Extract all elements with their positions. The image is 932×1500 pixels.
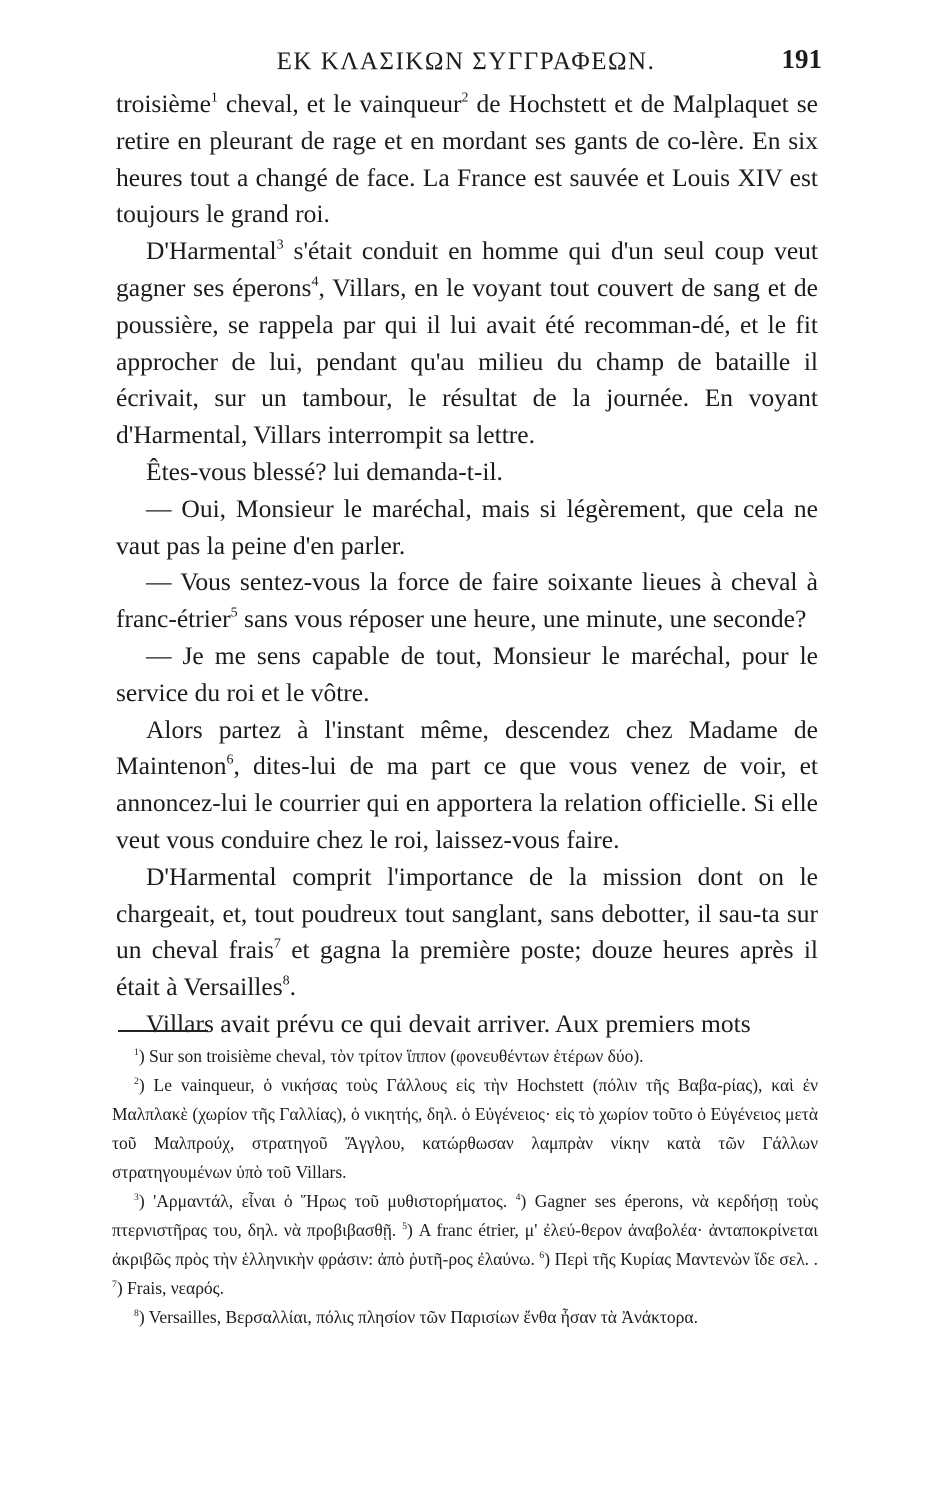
- text-run: D'Harmental comprit l'importance de la mission dont on le chargeait, et, tout poudreux tout sanglant, sans debotter, il sau-ta sur un cheval frais: [116, 861, 818, 965]
- paragraph: [116, 86, 818, 233]
- footnote-text: ) Versailles, Βερσαλλίαι, πόλις πλησίον τῶν Παρισίων ἔνθα ἦσαν τὰ Ἀνάκτορα.: [138, 1307, 698, 1327]
- text-run: , Villars, en le voyant tout couvert de sang et de poussière, se rappela par qui il lui avait été recomman-dé, et le fit approcher de lui, pendant qu'au milieu du champ de bataille il écrivait, sur un tambour, le résultat de la journée. En voyant d'Harmental, Villars interrompit sa lettre.: [116, 272, 818, 450]
- text-run: de Hochstett et de Malplaquet se retire en pleurant de rage et en mordant ses gants de co-lère. En six heures tout a changé de face. La France est sauvée et Louis XIV est toujours le grand roi.: [116, 89, 818, 229]
- body-text: [116, 86, 818, 1043]
- footnote-marker: 1: [210, 90, 218, 106]
- footnote-number: 2: [134, 1075, 139, 1087]
- footnote-number: 6: [539, 1249, 545, 1261]
- text-run: — Je me sens capable de tout, Monsieur le maréchal, pour le service du roi et le vôtre.: [116, 640, 818, 707]
- text-run: Villars avait prévu ce qui devait arriver. Aux premiers mots: [146, 1008, 751, 1038]
- footnote-text: ) Gagner ses éperons, νὰ κερδήσῃ τοὺς πτερνιστῆρας του, δηλ. νὰ προβιβασθῇ.: [112, 1191, 818, 1240]
- footnote-text: ) A franc étrier, μ' ἐλεύ-θερον ἀναβολέα· ἀνταποκρίνεται ἀκριβῶς πρὸς τὴν ἑλληνικὴν φράσιν: ἀπὸ ῥυτῆ-ρος ἐλαύνω.: [112, 1220, 818, 1269]
- footnote-number: 3: [134, 1191, 139, 1203]
- footnotes: [112, 1042, 818, 1332]
- footnote-separator: [118, 1030, 208, 1032]
- paragraph: [116, 859, 818, 1006]
- paragraph: [116, 712, 818, 859]
- footnote-text: ) Le vainqueur, ὁ νικήσας τοὺς Γάλλους εἰς τὴν Hochstett (πόλιν τῆς Βαβα-ρίας), καὶ ἐν Μαλπλακὲ (χωρίον τῆς Γαλλίας), ὁ νικητής, δηλ. ὁ Εὐγένειος· εἰς τὸ χωρίον τοῦτο ὁ Εὐγένειος μετὰ τοῦ Μαλπρούχ, στρατηγοῦ Ἄγγλου, κατώρθωσαν λαμπρὰν νίκην κατὰ τῶν Γάλλων στρατηγουμένων ὑπὸ τοῦ Villars.: [112, 1075, 818, 1182]
- footnote-text: ) Περὶ τῆς Κυρίας Μαντενὼν ἴδε σελ. .: [544, 1249, 818, 1269]
- footnote-number: 5: [402, 1220, 408, 1232]
- text-run: .: [289, 972, 297, 1002]
- footnote: [112, 1187, 818, 1303]
- footnote-marker: 5: [230, 605, 238, 621]
- paragraph: [116, 564, 818, 638]
- text-run: Êtes-vous blessé? lui demanda-t-il.: [146, 456, 503, 486]
- text-run: — Vous sentez-vous la force de faire soixante lieues à cheval à franc-étrier: [116, 567, 818, 634]
- footnote-marker: 7: [273, 936, 281, 952]
- paragraph: [116, 638, 818, 712]
- footnote-text: ) Sur son troisième cheval, τὸν τρίτον ἵππον (φονευθέντων ἑτέρων δύο).: [138, 1046, 644, 1066]
- footnote-marker: 6: [226, 752, 234, 768]
- running-title: ΕΚ ΚΛΑΣΙΚΩΝ ΣΥΓΓΡΑΦΕΩΝ.: [276, 48, 656, 75]
- footnote-text: ) Frais, νεαρός.: [116, 1278, 224, 1298]
- footnote-number: 4: [515, 1191, 521, 1203]
- text-run: , dites-lui de ma part ce que vous venez de voir, et annoncez-lui le courrier qui en apportera la relation officielle. Si elle veut vous conduire chez le roi, laissez-vous faire.: [116, 751, 818, 854]
- text-run: Alors partez à l'instant même, descendez chez Madame de Maintenon: [116, 714, 818, 781]
- page-header: [110, 44, 822, 84]
- footnote-number: 7: [112, 1278, 117, 1290]
- footnote-number: 1: [134, 1046, 139, 1058]
- footnote-marker: 4: [311, 274, 319, 290]
- text-run: — Oui, Monsieur le maréchal, mais si légèrement, que cela ne vaut pas la peine d'en parler.: [116, 493, 818, 560]
- footnote: [112, 1303, 818, 1332]
- paragraph: [116, 1006, 818, 1043]
- text-run: troisième: [116, 89, 211, 118]
- footnote: [112, 1042, 818, 1071]
- paragraph: [116, 454, 818, 491]
- paragraph: [116, 233, 818, 454]
- page-number: 191: [781, 44, 822, 74]
- text-run: sans vous réposer une heure, une minute, une seconde?: [237, 604, 807, 634]
- paragraph: [116, 491, 818, 565]
- text-run: cheval, et le vainqueur: [217, 89, 462, 118]
- footnote-marker: 2: [461, 90, 469, 106]
- footnote-number: 8: [134, 1307, 139, 1319]
- footnote-marker: 3: [276, 237, 284, 253]
- footnote: [112, 1071, 818, 1187]
- text-run: s'était conduit en homme qui d'un seul coup veut gagner ses éperons: [116, 236, 818, 302]
- text-run: et gagna la première poste; douze heures après il était à Versailles: [116, 935, 818, 1002]
- footnote-marker: 8: [282, 973, 290, 989]
- footnote-text: ) 'Αρμαντάλ, εἶναι ὁ Ἥρως τοῦ μυθιστορήματος.: [138, 1191, 516, 1211]
- text-run: D'Harmental: [146, 236, 277, 266]
